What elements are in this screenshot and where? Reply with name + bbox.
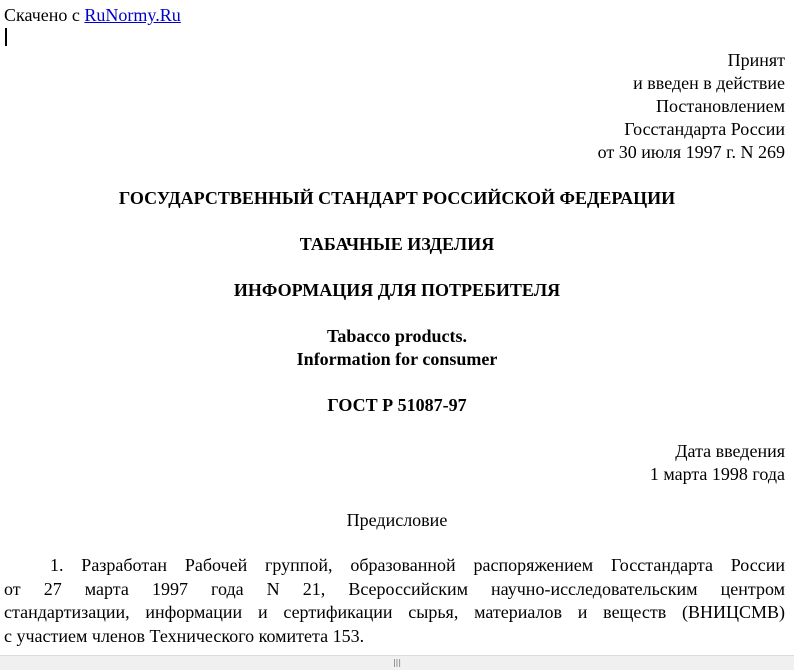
download-source xyxy=(4,4,181,27)
introduction-label: Дата введения xyxy=(675,441,785,461)
adoption-line-5: от 30 июля 1997 г. N 269 xyxy=(597,142,785,162)
text-cursor xyxy=(5,28,7,46)
download-prefix: Скачено с xyxy=(4,5,85,25)
adoption-line-1: Принят xyxy=(727,50,785,70)
state-standard-title: ГОСУДАРСТВЕННЫЙ СТАНДАРТ РОССИЙСКОЙ ФЕДЕРАЦИИ xyxy=(118,188,676,208)
adoption-line-2: и введен в действие xyxy=(633,73,785,93)
preface-paragraph-1 xyxy=(4,554,785,648)
preface-line-1: 1. Разработан Рабочей группой, образованной распоряжением Госстандарта России xyxy=(50,555,785,575)
adoption-line-3: Постановлением xyxy=(655,96,785,116)
preface-line-2: от 27 марта 1997 года N 21, Всероссийским научно-исследовательским центром xyxy=(4,578,785,599)
introduction-date: 1 марта 1998 года xyxy=(649,464,785,484)
preface-heading: Предисловие xyxy=(346,510,448,530)
horizontal-scrollbar[interactable] xyxy=(0,655,794,670)
runormy-link[interactable]: RuNormy.Ru xyxy=(84,5,181,25)
scrollbar-grip-icon[interactable]: ||| xyxy=(392,658,402,667)
product-title: ТАБАЧНЫЕ ИЗДЕЛИЯ xyxy=(299,234,495,254)
preface-line-3: стандартизации, информации и сертификации сырья, материалов и веществ (ВНИЦСМВ) xyxy=(4,602,785,622)
adoption-line-4: Госстандарта России xyxy=(624,119,785,139)
english-title-1: Tabacco products. xyxy=(326,326,468,346)
subject-title: ИНФОРМАЦИЯ ДЛЯ ПОТРЕБИТЕЛЯ xyxy=(233,280,561,300)
gost-number: ГОСТ Р 51087-97 xyxy=(327,395,467,415)
english-title-2: Information for consumer xyxy=(296,349,498,369)
preface-line-4: с участием членов Технического комитета 153. xyxy=(4,625,365,646)
